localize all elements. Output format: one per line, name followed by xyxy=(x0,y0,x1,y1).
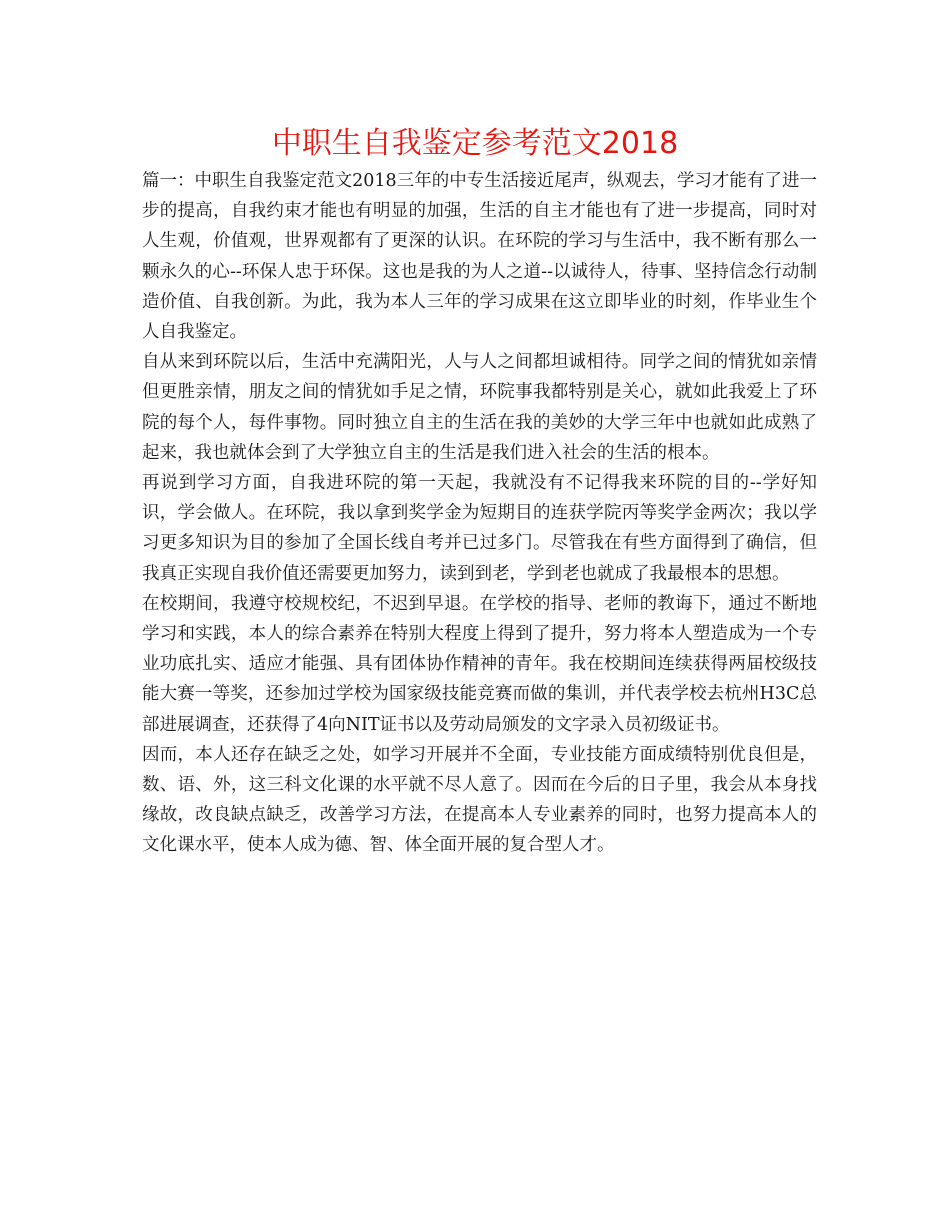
paragraph-4: 在校期间，我遵守校规校纪，不迟到早退。在学校的指导、老师的教诲下，通过不断地学习和实践，本人的综合素养在特别大程度上得到了提升，努力将本人塑造成为一个专业功底扎实、适应才能强、具有团体协作精神的青年。我在校期间连续获得两届校级技能大赛一等奖，还参加过学校为国家级技能竞赛而做的集训，并代表学校去杭州H3C总部进展调查，还获得了4向NIT证书以及劳动局颁发的文字录入员初级证书。 xyxy=(142,593,817,735)
document-title: 中职生自我鉴定参考范文2018 xyxy=(271,126,679,161)
paragraph-1: 篇一：中职生自我鉴定范文2018三年的中专生活接近尾声，纵观去，学习才能有了进一步的提高，自我约束才能也有明显的加强，生活的自主才能也有了进一步提高，同时对人生观，价值观，世界观都有了更深的认识。在环院的学习与生活中，我不断有那么一颗永久的心--环保人忠于环保。这也是我的为人之道--以诚待人，待事、坚持信念行动制造价值、自我创新。为此，我为本人三年的学习成果在这立即毕业的时刻，作毕业生个人自我鉴定。 xyxy=(142,171,817,343)
paragraph-5: 因而，本人还存在缺乏之处，如学习开展并不全面，专业技能方面成绩特别优良但是，数、语、外，这三科文化课的水平就不尽人意了。因而在今后的日子里，我会从本身找缘故，改良缺点缺乏，改善学习方法，在提高本人专业素养的同时，也努力提高本人的文化课水平，使本人成为德、智、体全面开展的复合型人才。 xyxy=(142,744,817,856)
paragraph-3: 再说到学习方面，自我进环院的第一天起，我就没有不记得我来环院的目的--学好知识，学会做人。在环院，我以拿到奖学金为短期目的连获学院丙等奖学金两次；我以学习更多知识为目的参加了全国长线自考并已过多门。尽管我在有些方面得到了确信，但我真正实现自我价值还需要更加努力，读到到老，学到老也就成了我最根本的思想。 xyxy=(142,473,817,584)
paragraph-2: 自从来到环院以后，生活中充满阳光，人与人之间都坦诚相待。同学之间的情犹如亲情但更胜亲情，朋友之间的情犹如手足之情，环院事我都特别是关心，就如此我爱上了环院的每个人，每件事物。同时独立自主的生活在我的美妙的大学三年中也就如此成熟了起来，我也就体会到了大学独立自主的生活是我们进入社会的生活的根本。 xyxy=(142,352,817,463)
document-body xyxy=(142,166,817,861)
